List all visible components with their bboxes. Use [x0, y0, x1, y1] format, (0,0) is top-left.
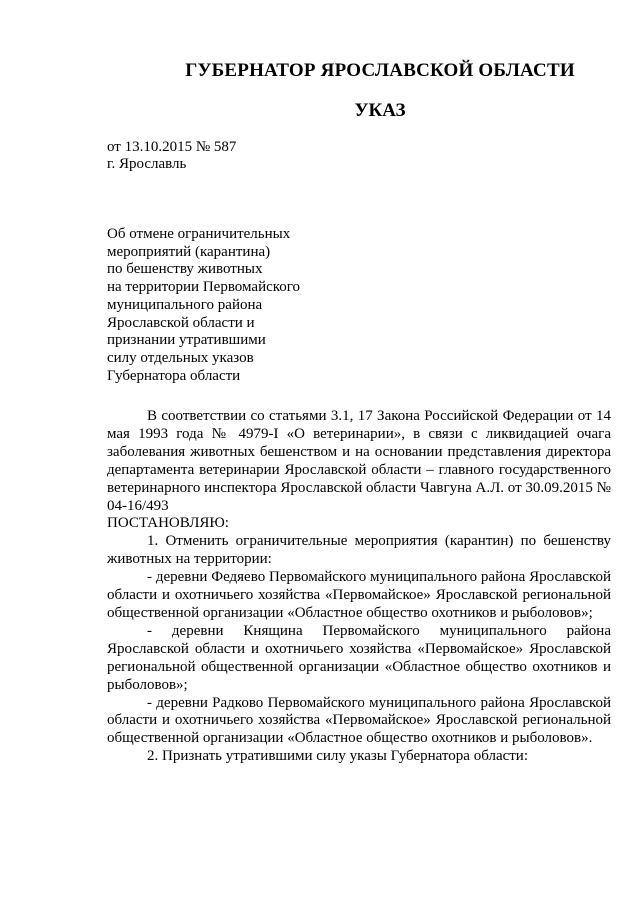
decree-word: ПОСТАНОВЛЯЮ:	[107, 515, 229, 532]
item-2: 2. Признать утратившими силу указы Губернатора области:	[147, 748, 529, 765]
item-1-subitem: - деревни Федяево Первомайского муниципального района Ярославской области и охотничьего хозяйства «Первомайское» Ярославской региональной общественной организации «Областное общество охотников и рыболовов»;	[107, 569, 611, 621]
document-body	[107, 408, 611, 766]
date-and-number: от 13.10.2015 № 587	[107, 139, 237, 155]
subject-line: признании утратившими	[107, 332, 266, 349]
subject-line: муниципального района	[107, 296, 263, 313]
item-1: 1. Отменить ограничительные мероприятия (карантин) по бешенству животных на территории:	[107, 533, 611, 568]
subject-line: Ярославской области и	[107, 314, 255, 331]
preamble-paragraph: В соответствии со статьями 3.1, 17 Закона Российской Федерации от 14 мая 1993 года № 4979-I «О ветеринарии», в связи с ликвидацией очага заболевания животных бешенством и на основании представления директора департамента ветеринарии Ярославской области – главного государственного ветеринарного инспектора Ярославской области Чавгуна А.Л. от 30.09.2015 № 04-16/493	[107, 408, 611, 514]
document-subject	[107, 226, 300, 385]
city: г. Ярославль	[107, 156, 187, 172]
issuing-authority-title: ГУБЕРНАТОР ЯРОСЛАВСКОЙ ОБЛАСТИ	[185, 60, 575, 81]
document-type-heading: УКАЗ	[354, 100, 406, 121]
item-1-subitem: - деревни Княщина Первомайского муниципального района Ярославской области и охотничьего хозяйства «Первомайское» Ярославской региональной общественной организации «Областное общество охотников и рыболовов»;	[107, 622, 611, 693]
subject-line: силу отдельных указов	[107, 349, 254, 366]
subject-line: Губернатора области	[107, 367, 241, 384]
subject-line: по бешенству животных	[107, 261, 263, 278]
item-1-subitem: - деревни Радково Первомайского муниципального района Ярославской области и охотничьего хозяйства «Первомайское» Ярославской региональной общественной организации «Областное общество охотников и рыболовов».	[107, 694, 611, 747]
subject-line: на территории Первомайского	[107, 279, 301, 296]
subject-line: Об отмене ограничительных	[107, 226, 291, 242]
document-meta	[107, 139, 236, 173]
subject-line: мероприятий (карантина)	[107, 243, 271, 260]
